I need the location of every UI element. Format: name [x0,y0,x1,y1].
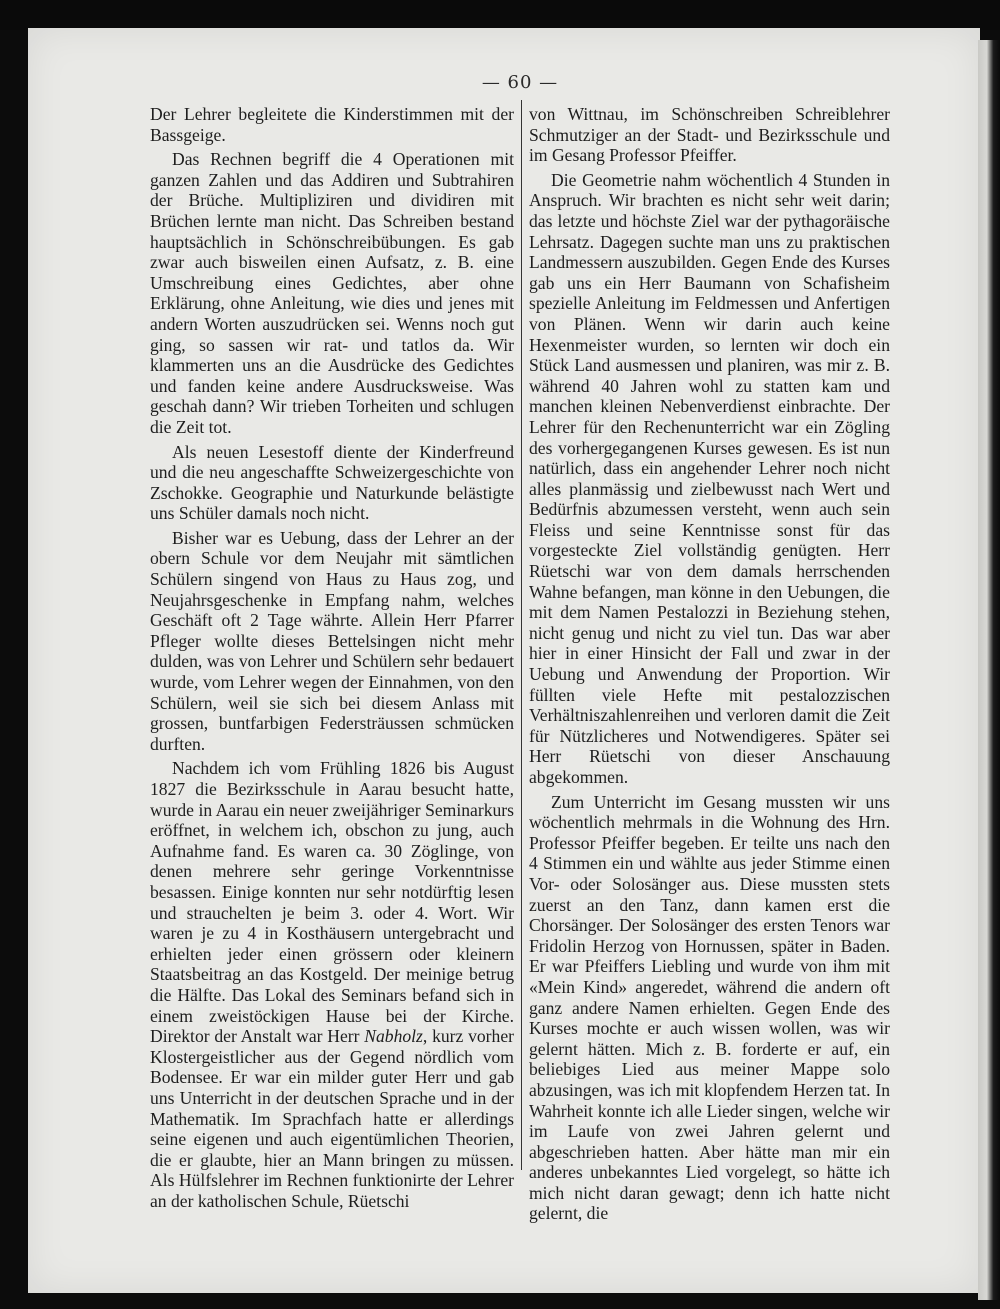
paragraph: Das Rechnen begriff die 4 Operationen mit ganzen Zahlen und das Addiren und Subtrahiren der Brüche. Multipliziren und dividiren mit Brüchen lernte man nicht. Das Schreiben bestand hauptsächlich in Schönschreibübungen. Es gab zwar auch bisweilen einen Aufsatz, z. B. eine Umschreibung eines Gedichtes, aber ohne Erklärung, ohne Anleitung, wie dies und jenes mit andern Worten auszudrücken sei. Wenns noch gut ging, so sassen wir rat- und tatlos da. Wir klammerten uns an die Ausdrücke des Gedichtes und fanden keine andere Ausdrucksweise. Was geschah dann? Wir trieben Torheiten und schlugen die Zeit tot. [150,149,514,437]
paragraph [150,758,514,1211]
page-number: — 60 — [481,72,559,93]
right-column [529,104,890,1224]
page-edge [978,40,1000,1300]
left-column [150,104,514,1211]
paragraph-text: Nachdem ich vom Frühling 1826 bis August 1827 die Bezirksschule in Aarau besucht hatte, wurde in Aarau ein neuer zweijähriger Seminarkurs eröffnet, in welchem ich, obschon zu jung, auch Aufnahme fand. Es waren ca. 30 Zöglinge, von denen mehrere sehr geringe Vorkenntnisse besassen. Einige konnten nur sehr notdürftig lesen und strauchelten je beim 3. oder 4. Wort. Wir waren je zu 4 in Kosthäusern untergebracht und erhielten jeder einen grössern oder kleinern Staatsbeitrag an das Kostgeld. Der meinige betrug die Hälfte. Das Lokal des Seminars befand sich in einem zweistöckigen Hause bei der Kirche. Direktor der Anstalt war Herr [150,758,514,1047]
italic-name: Nabholz [364,1026,423,1047]
paragraph: von Wittnau, im Schönschreiben Schreiblehrer Schmutziger an der Stadt- und Bezirksschule und im Gesang Professor Pfeiffer. [529,104,890,166]
paragraph: Bisher war es Uebung, dass der Lehrer an der obern Schule vor dem Neujahr mit sämtlichen Schülern singend von Haus zu Haus zog, und Neujahrsgeschenke in Empfang nahm, welches Geschäft oft 2 Tage währte. Allein Herr Pfarrer Pfleger wollte dieses Bettelsingen nicht mehr dulden, was von Lehrer und Schülern sehr bedauert wurde, vom Lehrer wegen der Einnahmen, von den Schülern, weil sie sich bei diesem Anlass mit grossen, buntfarbigen Federsträussen schmücken durften. [150,527,514,754]
paragraph-text: , kurz vorher Klostergeistlicher aus der Gegend nördlich vom Bodensee. Er war ein milder guter Herr und gab uns Unterricht in der deutschen Sprache und in der Mathematik. Im Sprachfach hatte er allerdings seine eigenen und auch eigentümlichen Theorien, die er glaubte, hier an Mann bringen zu müssen. Als Hülfslehrer im Rechnen funktionirte der Lehrer an der katholischen Schule, Rüetschi [150,1026,514,1211]
column-divider [521,100,522,1170]
scan-frame [0,0,1000,30]
paragraph: Die Geometrie nahm wöchentlich 4 Stunden in Anspruch. Wir brachten es nicht sehr weit darin; das letzte und höchste Ziel war der pythagoräische Lehrsatz. Dagegen suchte man uns zu praktischen Landmessern auszubilden. Gegen Ende des Kurses gab uns ein Herr Baumann von Schafisheim spezielle Anleitung im Feldmessen und Anfertigen von Plänen. Wenn wir darin auch keine Hexenmeister wurden, so lernten wir doch ein Stück Land ausmessen und planiren, was mir z. B. während 40 Jahren wohl zu statten kam und manchen kleinen Nebenverdienst einbrachte. Der Lehrer für den Rechenunterricht war ein Zögling des vorhergegangenen Kurses gewesen. Es ist nun natürlich, dass ein angehender Lehrer noch nicht alles planmässig und zielbewusst nach Wert und Bedürfnis abzumessen versteht, wenn auch sein Fleiss und seine Kenntnisse sonst für das vorgesteckte Ziel vollständig genügten. Herr Rüetschi war von dem damals herrschenden Wahne befangen, man könne in den Uebungen, die mit dem Namen Pestalozzi in Beziehung stehen, nicht genug und nicht zu viel tun. Das war aber hier in einer Hinsicht der Fall und zwar in der Uebung und Anwendung der Proportion. Wir füllten viele Hefte mit pestalozzischen Verhältniszahlenreihen und verloren damit die Zeit für Nützlicheres und Notwendigeres. Später sei Herr Rüetschi von dieser Anschauung abgekommen. [529,169,890,787]
paragraph: Als neuen Lesestoff diente der Kinderfreund und die neu angeschaffte Schweizergeschichte von Zschokke. Geographie und Naturkunde belästigte uns Schüler damals noch nicht. [150,441,514,524]
paragraph: Zum Unterricht im Gesang mussten wir uns wöchentlich mehrmals in die Wohnung des Hrn. Professor Pfeiffer begeben. Er teilte uns nach den 4 Stimmen ein und wählte aus jeder Stimme einen Vor- oder Solosänger aus. Diese mussten stets zuerst an den Tanz, dann kamen erst die Chorsänger. Der Solosänger des ersten Tenors war Fridolin Herzog von Hornussen, später in Baden. Er war Pfeiffers Liebling und wurde von ihm mit «Mein Kind» angeredet, während die andern oft ganz andere Namen erhielten. Gegen Ende des Kurses mochte er auch wissen wollen, was wir gelernt hätten. Mich z. B. forderte er auf, ein beliebiges Lied aus meiner Mappe solo abzusingen, was ich mit klopfendem Herzen tat. In Wahrheit konnte ich alle Lieder singen, welche wir im Laufe von zwei Jahren gelernt und abgeschrieben hatten. Aber hätte man mir ein anderes unbekanntes Lied vorgelegt, so hätte ich mich nicht daran gewagt; denn ich hatte nicht gelernt, die [529,791,890,1224]
paragraph: Der Lehrer begleitete die Kinderstimmen mit der Bassgeige. [150,104,514,145]
